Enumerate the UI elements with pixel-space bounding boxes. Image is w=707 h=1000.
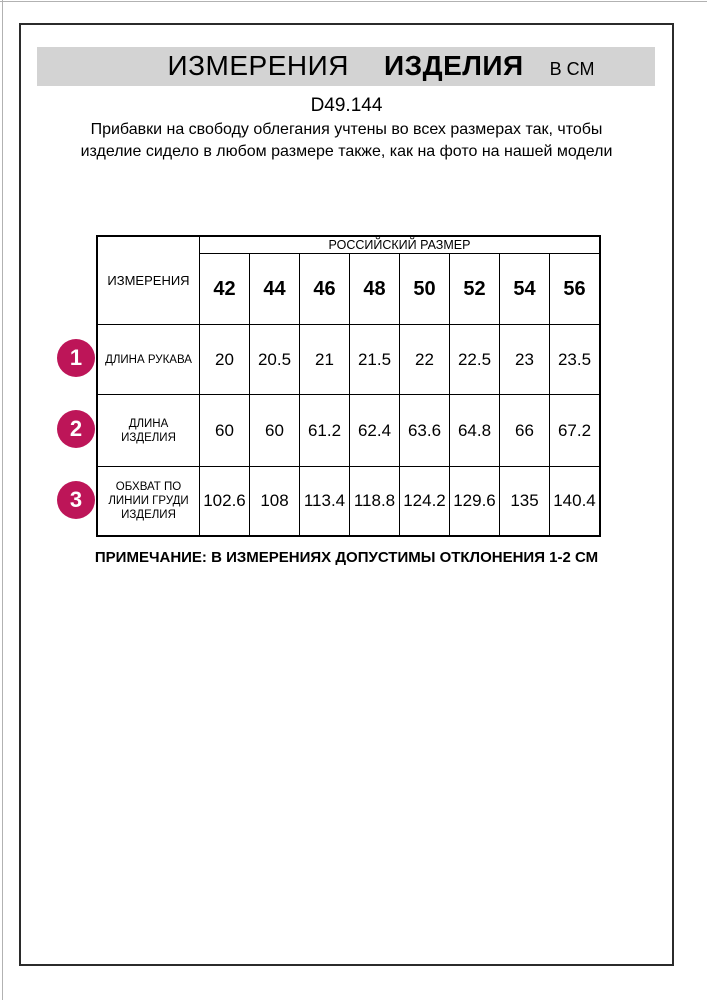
title-measurements: ИЗМЕРЕНИЯ <box>167 50 349 81</box>
value-cell: 60 <box>250 395 300 467</box>
row-number-badge-3: 3 <box>57 481 95 519</box>
value-cell: 20.5 <box>250 325 300 395</box>
value-cell: 22 <box>400 325 450 395</box>
row-label: ДЛИНА ИЗДЕЛИЯ <box>97 395 200 467</box>
description-text: Прибавки на свободу облегания учтены во всех размерах так, чтобы изделие сидело в любом размере также, как на фото на нашей модели <box>80 121 613 160</box>
value-cell: 118.8 <box>350 467 400 537</box>
product-code: D49.144 <box>310 95 383 116</box>
value-cell: 62.4 <box>350 395 400 467</box>
value-cell: 21.5 <box>350 325 400 395</box>
size-header-50: 50 <box>400 254 450 325</box>
size-header-48: 48 <box>350 254 400 325</box>
value-cell: 102.6 <box>200 467 250 537</box>
row-number-badge-1: 1 <box>57 339 95 377</box>
note-text: ПРИМЕЧАНИЕ: В ИЗМЕРЕНИЯХ ДОПУСТИМЫ ОТКЛОНЕНИЯ 1-2 СМ <box>94 549 599 566</box>
table-row-chest-girth <box>97 467 600 537</box>
value-cell: 22.5 <box>450 325 500 395</box>
value-cell: 129.6 <box>450 467 500 537</box>
value-cell: 20 <box>200 325 250 395</box>
size-table <box>96 235 601 537</box>
size-header-56: 56 <box>550 254 601 325</box>
table-row-item-length <box>97 395 600 467</box>
row-number-badge-2: 2 <box>57 410 95 448</box>
size-group-header-row <box>97 236 600 254</box>
size-header-44: 44 <box>250 254 300 325</box>
value-cell: 60 <box>200 395 250 467</box>
page-edge-line-horizontal <box>0 1 707 2</box>
value-cell: 64.8 <box>450 395 500 467</box>
value-cell: 124.2 <box>400 467 450 537</box>
title-product: ИЗДЕЛИЯ <box>383 50 524 81</box>
document-frame <box>19 23 674 966</box>
value-cell: 23.5 <box>550 325 601 395</box>
value-cell: 140.4 <box>550 467 601 537</box>
value-cell: 67.2 <box>550 395 601 467</box>
value-cell: 63.6 <box>400 395 450 467</box>
size-header-52: 52 <box>450 254 500 325</box>
row-label: ОБХВАТ ПО ЛИНИИ ГРУДИ ИЗДЕЛИЯ <box>97 467 200 537</box>
table-row-sleeve-length <box>97 325 600 395</box>
page-edge-line-vertical <box>2 0 3 1000</box>
value-cell: 61.2 <box>300 395 350 467</box>
value-cell: 21 <box>300 325 350 395</box>
row-label: ДЛИНА РУКАВА <box>97 325 200 395</box>
measurements-column-header: ИЗМЕРЕНИЯ <box>97 236 200 325</box>
value-cell: 113.4 <box>300 467 350 537</box>
value-cell: 135 <box>500 467 550 537</box>
size-header-42: 42 <box>200 254 250 325</box>
title-unit: В СМ <box>549 59 595 79</box>
value-cell: 66 <box>500 395 550 467</box>
size-group-header: РОССИЙСКИЙ РАЗМЕР <box>200 236 601 254</box>
size-header-54: 54 <box>500 254 550 325</box>
size-header-46: 46 <box>300 254 350 325</box>
title-bar <box>37 47 655 86</box>
value-cell: 108 <box>250 467 300 537</box>
value-cell: 23 <box>500 325 550 395</box>
